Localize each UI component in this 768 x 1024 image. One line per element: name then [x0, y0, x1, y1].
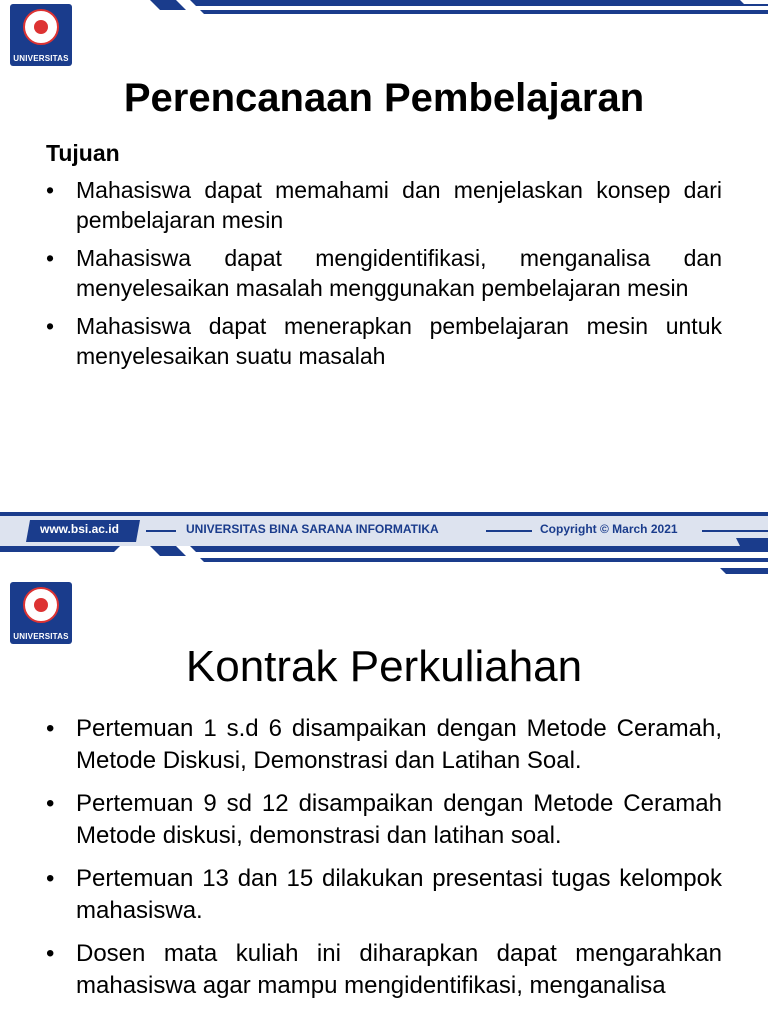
slide-title: Perencanaan Pembelajaran [123, 76, 645, 120]
logo-text: UNIVERSITAS [13, 54, 69, 63]
objectives-list [44, 175, 722, 379]
header-stripes [0, 0, 768, 20]
list-item: • Dosen mata kuliah ini diharapkan dapat mengarahkan mahasiswa agar mampu mengidentifikasi, menganalisa [44, 938, 722, 1002]
contract-list [44, 713, 722, 1013]
slide-kontrak [0, 546, 768, 1024]
logo-text: UNIVERSITAS [13, 632, 69, 641]
list-item: • Mahasiswa dapat memahami dan menjelaskan konsep dari pembelajaran mesin [44, 175, 722, 235]
list-item: • Pertemuan 13 dan 15 dilakukan presentasi tugas kelompok mahasiswa. [44, 863, 722, 927]
slide-title: Kontrak Perkuliahan [185, 642, 583, 691]
header-stripes [0, 546, 768, 580]
section-heading: Tujuan [46, 140, 120, 166]
list-item: • Mahasiswa dapat mengidentifikasi, menganalisa dan menyelesaikan masalah menggunakan pembelajaran mesin [44, 243, 722, 303]
footer-copyright: Copyright © March 2021 [540, 522, 678, 536]
footer-website: www.bsi.ac.id [40, 522, 119, 536]
seal-icon [23, 587, 59, 623]
list-item: • Mahasiswa dapat menerapkan pembelajaran mesin untuk menyelesaikan suatu masalah [44, 311, 722, 371]
list-item: • Pertemuan 9 sd 12 disampaikan dengan Metode Ceramah Metode diskusi, demonstrasi dan latihan soal. [44, 788, 722, 852]
footer-university: UNIVERSITAS BINA SARANA INFORMATIKA [186, 522, 439, 536]
university-logo [10, 582, 72, 644]
list-item: • Pertemuan 1 s.d 6 disampaikan dengan Metode Ceramah, Metode Diskusi, Demonstrasi dan Latihan Soal. [44, 713, 722, 777]
slide-footer [0, 512, 768, 546]
university-logo [10, 4, 72, 66]
seal-icon [23, 9, 59, 45]
